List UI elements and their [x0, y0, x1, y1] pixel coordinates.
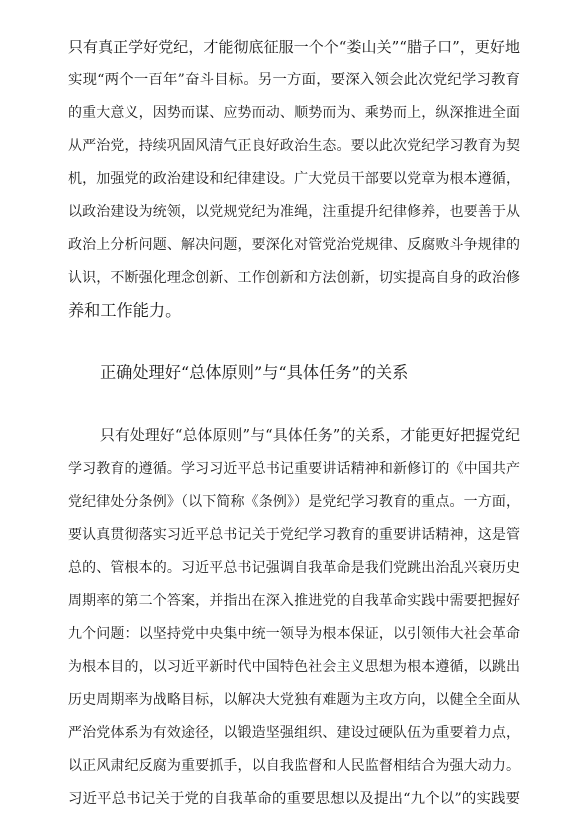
paragraph-line: 历史周期率为战略目标，以解决大党独有难题为主攻方向，以健全全面从 [68, 692, 520, 708]
paragraph-line: 实现“两个一百年”奋斗目标。另一方面，要深入领会此次党纪学习教育 [68, 72, 520, 88]
section-heading: 正确处理好“总体原则”与“具体任务”的关系 [100, 363, 409, 382]
paragraph-line: 严治党体系为有效途径，以锻造坚强组织、建设过硬队伍为重要着力点， [68, 725, 520, 741]
paragraph-line: 周期率的第二个答案，并指出在深入推进党的自我革命实践中需要把握好 [68, 593, 520, 609]
paragraph-line: 以正风肃纪反腐为重要抓手，以自我监督和人民监督相结合为强大动力。 [68, 758, 520, 774]
paragraph-line: 要认真贯彻落实习近平总书记关于党纪学习教育的重要讲话精神，这是管 [68, 527, 520, 543]
paragraph-line: 学习教育的遵循。学习习近平总书记重要讲话精神和新修订的《中国共产 [68, 461, 520, 477]
paragraph-line: 机，加强党的政治建设和纪律建设。广大党员干部要以党章为根本遵循， [68, 171, 520, 187]
paragraph-line: 只有真正学好党纪，才能彻底征服一个个“娄山关”“腊子口”，更好地 [68, 38, 520, 56]
paragraph-line: 只有处理好“总体原则”与“具体任务”的关系，才能更好把握党纪 [100, 427, 520, 444]
paragraph-line: 认识，不断强化理念创新、工作创新和方法创新，切实提高自身的政治修 [68, 270, 520, 286]
paragraph-line: 习近平总书记关于党的自我革命的重要思想以及提出“九个以”的实践要 [68, 791, 520, 807]
paragraph-line: 九个问题：以坚持党中央集中统一领导为根本保证，以引领伟大社会革命 [68, 626, 520, 642]
paragraph-line: 总的、管根本的。习近平总书记强调自我革命是我们党跳出治乱兴衰历史 [68, 560, 520, 576]
paragraph-line: 为根本目的，以习近平新时代中国特色社会主义思想为根本遵循，以跳出 [68, 659, 520, 675]
paragraph-line: 养和工作能力。 [68, 301, 182, 320]
paragraph-line: 党纪律处分条例》（以下简称《条例》）是党纪学习教育的重点。一方面， [68, 494, 520, 510]
paragraph-line: 从严治党，持续巩固风清气正良好政治生态。要以此次党纪学习教育为契 [68, 138, 520, 154]
paragraph-line: 的重大意义，因势而谋、应势而动、顺势而为、乘势而上，纵深推进全面 [68, 105, 520, 121]
paragraph-line: 政治上分析问题、解决问题，要深化对管党治党规律、反腐败斗争规律的 [68, 237, 520, 253]
paragraph-line: 以政治建设为统领，以党规党纪为准绳，注重提升纪律修养，也要善于从 [68, 204, 520, 220]
